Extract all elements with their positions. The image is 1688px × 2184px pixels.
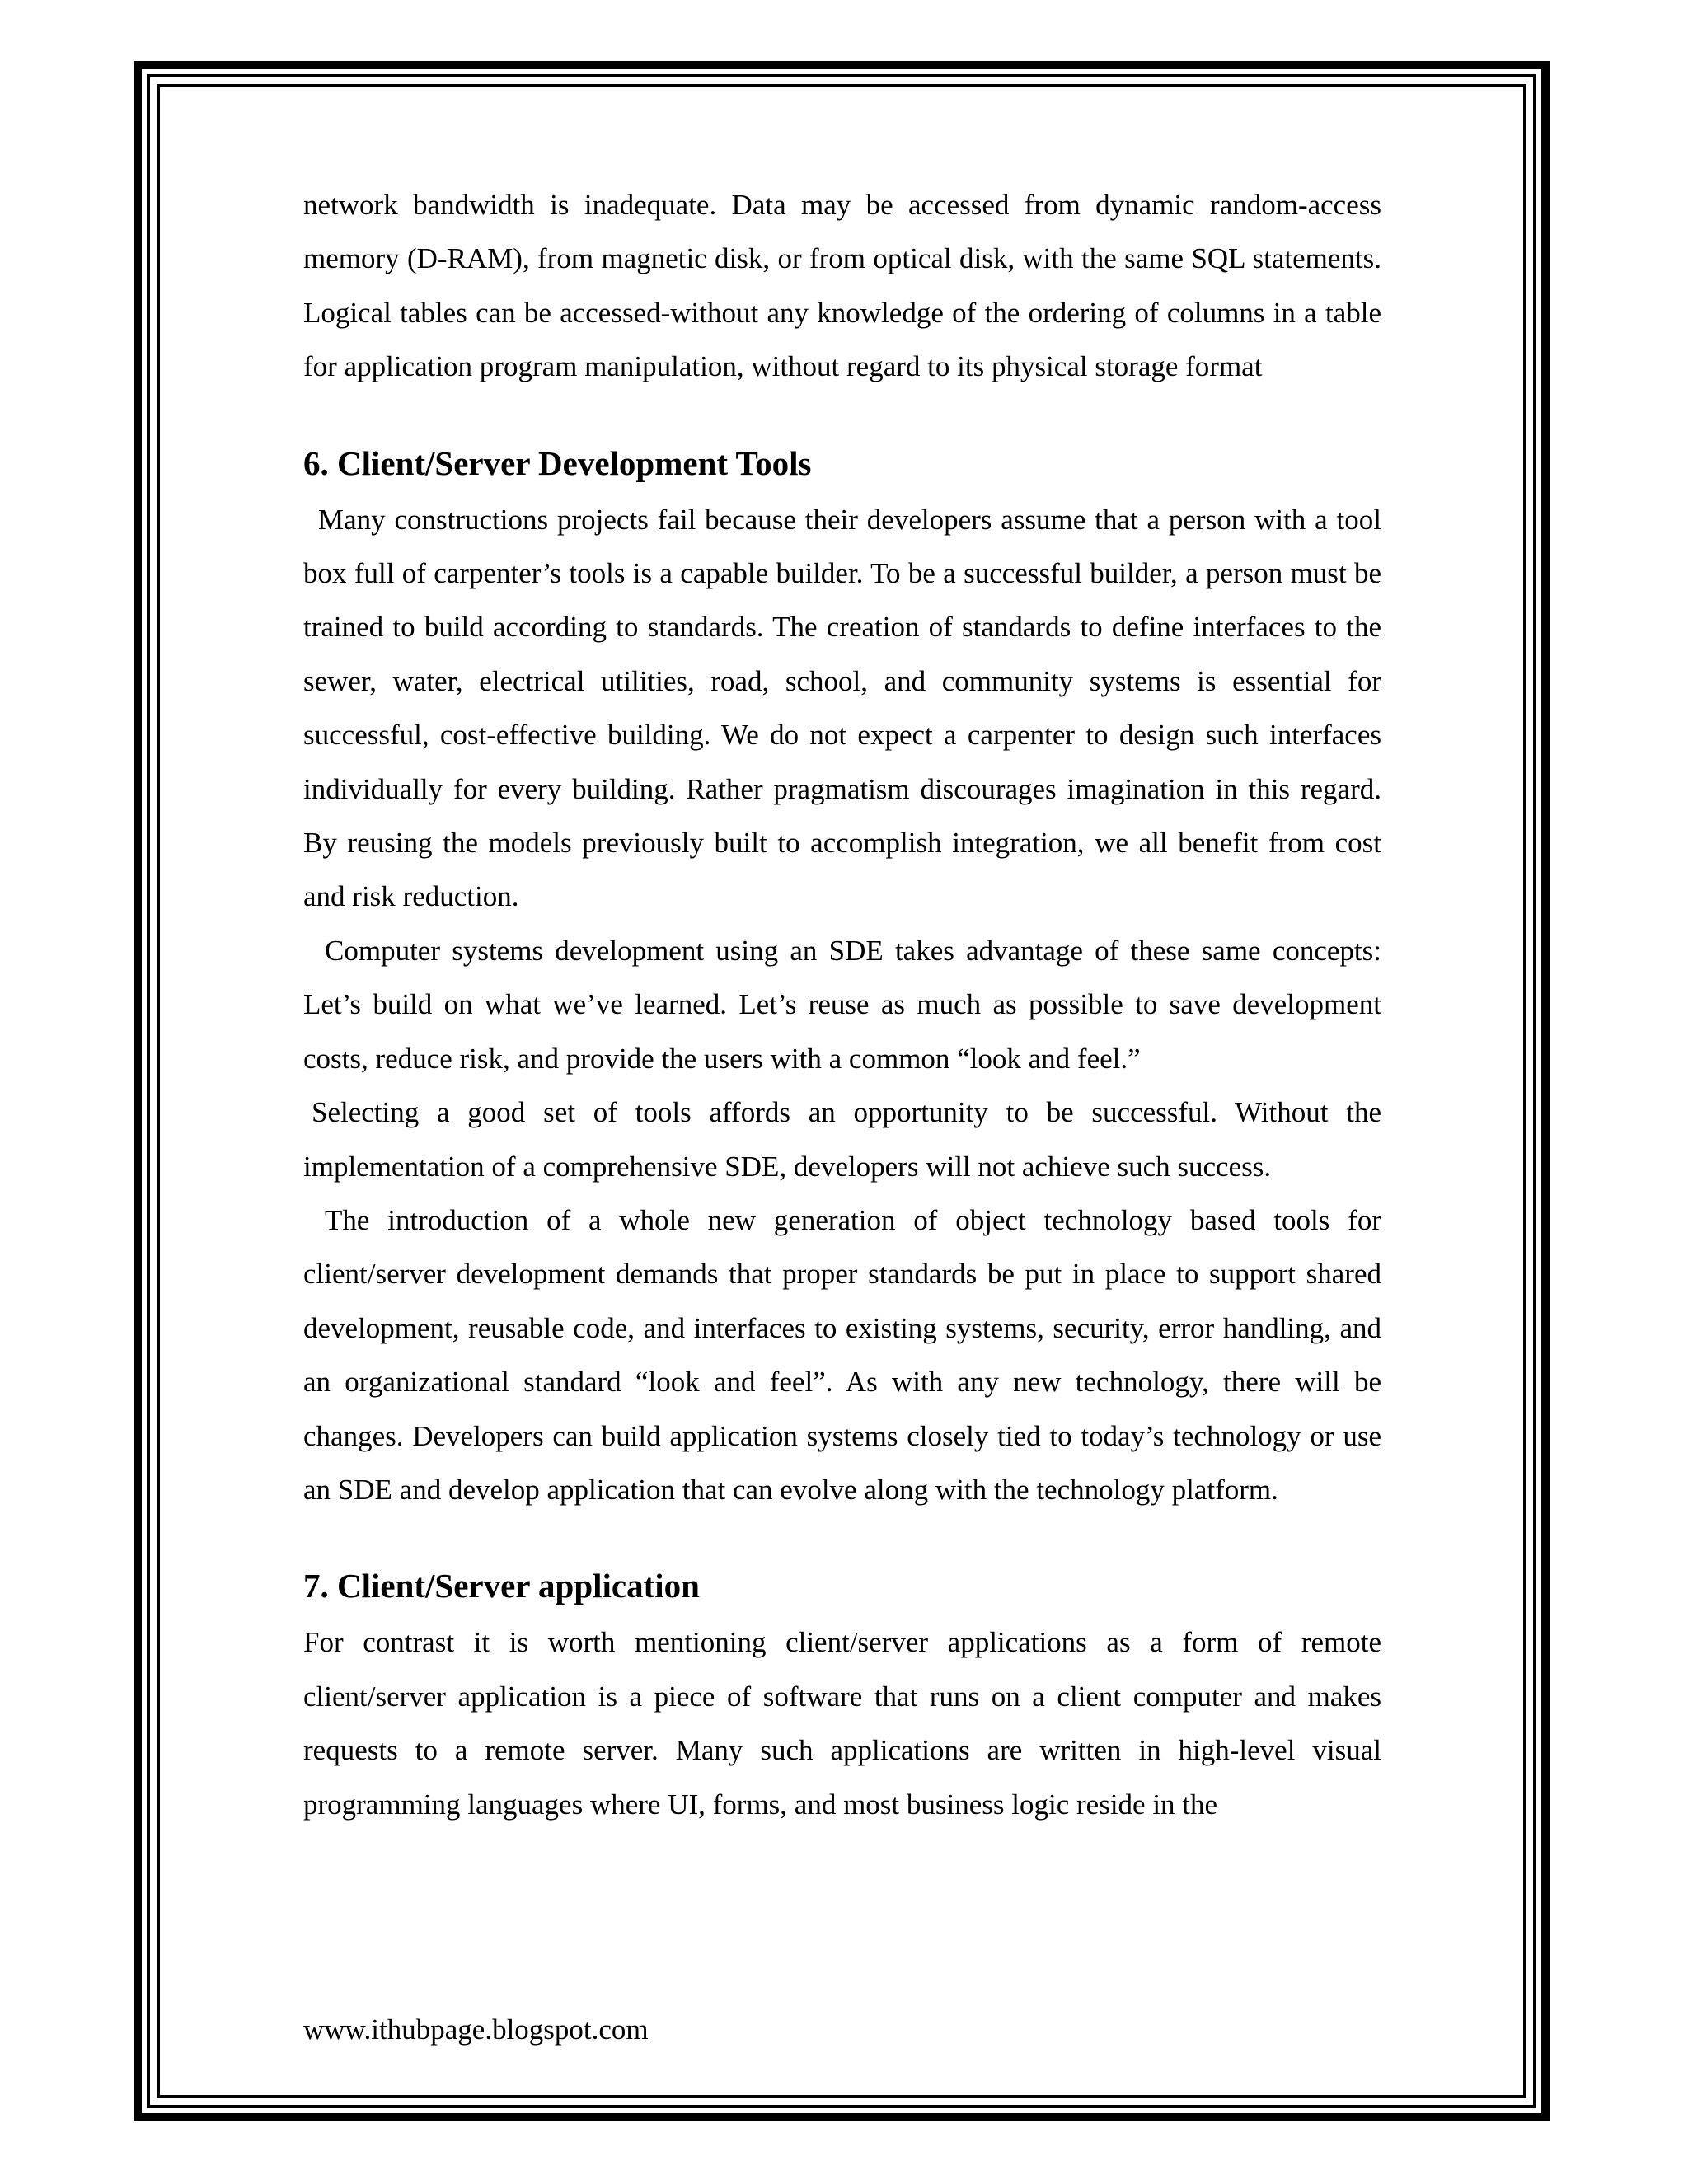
section-6-paragraph-4: The introduction of a whole new generation of object technology based tools for client/server development demands that proper standards be put in place to support shared development, reusable code, and interfaces to existing systems, security, error handling, and an organizational standard “look and feel”. As with any new technology, there will be changes. Developers can build application systems closely tied to today’s technology or use an SDE and develop application that can evolve along with the technology platform. [303,1203,1381,1506]
page-content [303,178,1381,1831]
footer-url: www.ithubpage.blogspot.com [303,2013,649,2046]
section-6-heading: 6. Client/Server Development Tools [303,443,812,482]
section-7-heading: 7. Client/Server application [303,1567,700,1605]
section-6-paragraph-3: Selecting a good set of tools affords an opportunity to be successful. Without the implementation of a comprehensive SDE, developers will not achieve such success. [303,1096,1381,1183]
section-7-paragraph-1: For contrast it is worth mentioning client/server applications as a form of remote client/server application is a piece of software that runs on a client computer and makes requests to a remote server. Many such applications are written in high-level visual programming languages where UI, forms, and most business logic reside in the [303,1626,1381,1821]
section-6-paragraph-1: Many constructions projects fail because their developers assume that a person with a tool box full of carpenter’s tools is a capable builder. To be a successful builder, a person must be trained to build according to standards. The creation of standards to define interfaces to the sewer, water, electrical utilities, road, school, and community systems is essential for successful, cost-effective building. We do not expect a carpenter to design such interfaces individually for every building. Rather pragmatism discourages imagination in this regard. By reusing the models previously built to accomplish integration, we all benefit from cost and risk reduction. [303,503,1381,913]
section-6-paragraph-2: Computer systems development using an SDE takes advantage of these same concepts: Let’s build on what we’ve learned. Let’s reuse as much as possible to save development costs, reduce risk, and provide the users with a common “look and feel.” [303,934,1381,1075]
intro-paragraph: network bandwidth is inadequate. Data may be accessed from dynamic random-access memory (D-RAM), from magnetic disk, or from optical disk, with the same SQL statements. Logical tables can be accessed-without any knowledge of the ordering of columns in a table for application program manipulation, without regard to its physical storage format [303,189,1381,383]
